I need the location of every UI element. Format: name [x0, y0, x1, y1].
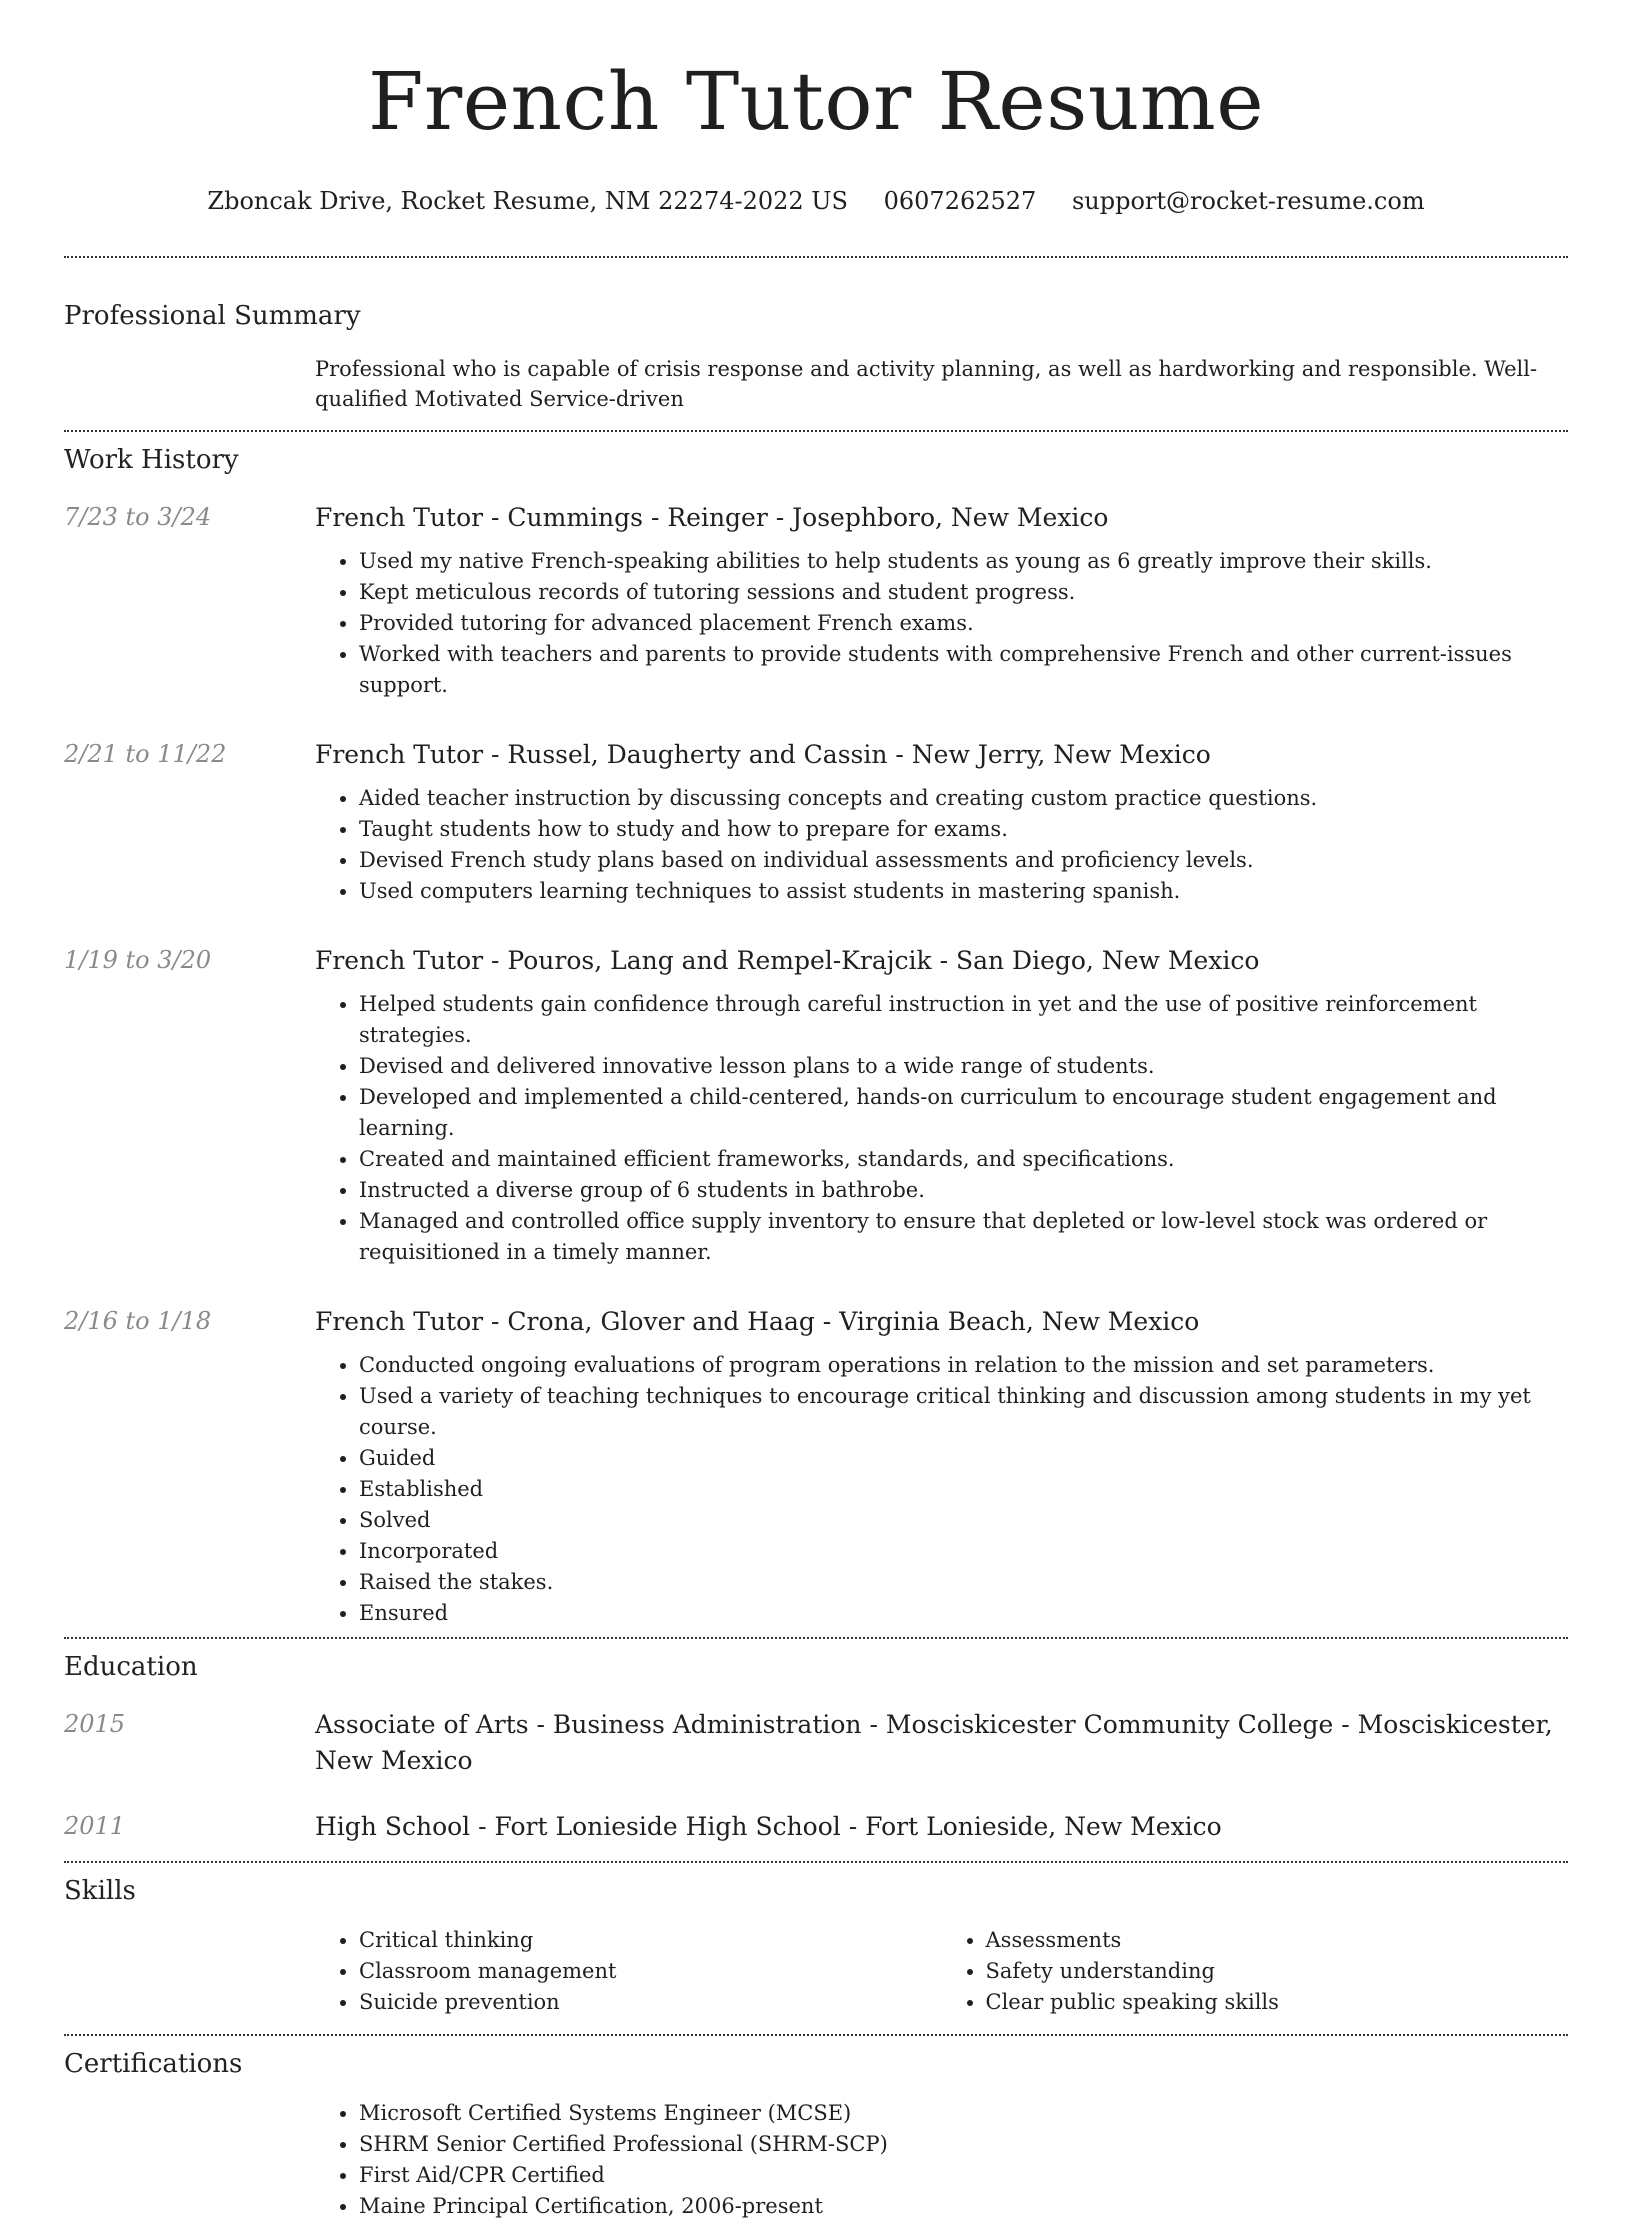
- job-bullet: • Raised the stakes.: [359, 1567, 1568, 1598]
- work-history-section: [64, 444, 1568, 1637]
- job-bullet: • Kept meticulous records of tutoring sessions and student progress.: [359, 577, 1568, 608]
- job-body: [315, 1304, 1568, 1637]
- job-title: French Tutor: [315, 503, 484, 532]
- job-title: French Tutor: [315, 740, 484, 769]
- job-dates: 2/21 to 11/22: [64, 740, 227, 768]
- skills-grid: [315, 1925, 1568, 2034]
- skill-item: • Safety understanding: [986, 1956, 1569, 1987]
- skills-section: [64, 1875, 1568, 2034]
- job-body: [315, 737, 1568, 907]
- job-bullet: • Ensured: [359, 1598, 1568, 1629]
- job-title: French Tutor: [315, 1307, 484, 1336]
- skill-item: • Critical thinking: [359, 1925, 942, 1956]
- summary-title: Professional Summary: [64, 301, 361, 331]
- job-bullet: • Created and maintained efficient frameworks, standards, and specifications.: [359, 1144, 1568, 1175]
- job-bullet: • Instructed a diverse group of 6 students in bathrobe.: [359, 1175, 1568, 1206]
- job-company: Russel, Daugherty and Cassin: [507, 740, 888, 769]
- skills-left-list: [315, 1925, 942, 2018]
- job-entry: [64, 500, 1568, 701]
- contact-phone: 0607262527: [883, 187, 1037, 215]
- certification-item: • First Aid/CPR Certified: [359, 2160, 1568, 2191]
- job-bullets: [315, 783, 1568, 907]
- job-dates: 7/23 to 3/24: [64, 503, 212, 531]
- certifications-title: Certifications: [64, 2049, 243, 2079]
- job-bullets: [315, 1350, 1568, 1637]
- job-bullet: • Developed and implemented a child-centered, hands-on curriculum to encourage student engagement and learning.: [359, 1082, 1568, 1144]
- certifications-list: [315, 2098, 1568, 2222]
- job-bullet: • Guided: [359, 1443, 1568, 1474]
- skill-item: • Suicide prevention: [359, 1987, 942, 2018]
- work-history-title: Work History: [64, 445, 239, 475]
- resume-title: French Tutor Resume: [367, 55, 1265, 148]
- job-bullet: • Incorporated: [359, 1536, 1568, 1567]
- job-bullet: • Aided teacher instruction by discussing concepts and creating custom practice questions.: [359, 783, 1568, 814]
- job-heading: French Tutor - Pouros, Lang and Rempel-Krajcik - San Diego, New Mexico: [315, 946, 1260, 975]
- certifications-bullets: [315, 2098, 1568, 2222]
- job-entry: [64, 943, 1568, 1268]
- divider: [64, 2034, 1568, 2036]
- education-section: [64, 1651, 1568, 1861]
- contact-email[interactable]: support@rocket-resume.com: [1071, 187, 1425, 215]
- job-bullet: • Devised and delivered innovative lesson plans to a wide range of students.: [359, 1051, 1568, 1082]
- job-entry: [64, 737, 1568, 907]
- certification-item: • SHRM Senior Certified Professional (SHRM-SCP): [359, 2129, 1568, 2160]
- job-heading: French Tutor - Cummings - Reinger - Josephboro, New Mexico: [315, 503, 1109, 532]
- job-bullet: • Taught students how to study and how to prepare for exams.: [359, 814, 1568, 845]
- job-bullet: • Solved: [359, 1505, 1568, 1536]
- job-bullets: [315, 989, 1568, 1268]
- job-bullets: [315, 546, 1568, 701]
- job-company: Crona, Glover and Haag: [507, 1307, 815, 1336]
- divider: [64, 1861, 1568, 1863]
- job-body: [315, 500, 1568, 701]
- job-heading: French Tutor - Crona, Glover and Haag - Virginia Beach, New Mexico: [315, 1307, 1200, 1336]
- job-company: Cummings - Reinger: [507, 503, 768, 532]
- education-heading: High School - Fort Lonieside High School - Fort Lonieside, New Mexico: [315, 1812, 1222, 1841]
- education-heading: Associate of Arts - Business Administration - Mosciskicester Community College - Mosciskicester, New Mexico: [315, 1710, 1553, 1775]
- skills-title: Skills: [64, 1876, 136, 1906]
- job-bullet: • Used computers learning techniques to assist students in mastering spanish.: [359, 876, 1568, 907]
- job-company: Pouros, Lang and Rempel-Krajcik: [507, 946, 932, 975]
- job-dates: 1/19 to 3/20: [64, 946, 212, 974]
- education-title: Education: [64, 1652, 198, 1682]
- job-bullet: • Managed and controlled office supply inventory to ensure that depleted or low-level stock was ordered or requisitioned in a timely manner.: [359, 1206, 1568, 1268]
- skill-item: • Classroom management: [359, 1956, 942, 1987]
- contact-address: Zboncak Drive, Rocket Resume, NM 22274-2022 US: [207, 187, 848, 215]
- certification-item: • Maine Principal Certification, 2006-present: [359, 2191, 1568, 2222]
- job-bullet: • Used my native French-speaking abilities to help students as young as 6 greatly improve their skills.: [359, 546, 1568, 577]
- job-title: French Tutor: [315, 946, 484, 975]
- job-dates: 2/16 to 1/18: [64, 1307, 212, 1335]
- skill-item: • Assessments: [986, 1925, 1569, 1956]
- job-location: Josephboro, New Mexico: [792, 503, 1109, 532]
- job-location: Virginia Beach, New Mexico: [839, 1307, 1200, 1336]
- job-bullet: • Established: [359, 1474, 1568, 1505]
- job-bullet: • Used a variety of teaching techniques to encourage critical thinking and discussion among students in my yet course.: [359, 1381, 1568, 1443]
- divider: [64, 256, 1568, 258]
- education-year: 2015: [64, 1710, 126, 1738]
- education-entry: [64, 1707, 1568, 1779]
- summary-section: [64, 300, 1568, 430]
- divider: [64, 1637, 1568, 1639]
- certifications-section: [64, 2048, 1568, 2222]
- summary-text: Professional who is capable of crisis response and activity planning, as well as hardworking and responsible. Well-qualified Motivated Service-driven: [315, 357, 1538, 411]
- job-bullet: • Devised French study plans based on individual assessments and proficiency levels.: [359, 845, 1568, 876]
- job-entry: [64, 1304, 1568, 1637]
- job-bullet: • Helped students gain confidence through careful instruction in yet and the use of positive reinforcement strategies.: [359, 989, 1568, 1051]
- education-entry: [64, 1809, 1568, 1861]
- skill-item: • Clear public speaking skills: [986, 1987, 1569, 2018]
- job-bullet: • Conducted ongoing evaluations of program operations in relation to the mission and set parameters.: [359, 1350, 1568, 1381]
- job-location: New Jerry, New Mexico: [911, 740, 1211, 769]
- job-bullet: • Provided tutoring for advanced placement French exams.: [359, 608, 1568, 639]
- education-year: 2011: [64, 1812, 126, 1840]
- divider: [64, 430, 1568, 432]
- certification-item: • Microsoft Certified Systems Engineer (MCSE): [359, 2098, 1568, 2129]
- job-bullet: • Worked with teachers and parents to provide students with comprehensive French and other current-issues support.: [359, 639, 1568, 701]
- job-body: [315, 943, 1568, 1268]
- contact-line: [64, 186, 1568, 216]
- job-location: San Diego, New Mexico: [955, 946, 1260, 975]
- job-heading: French Tutor - Russel, Daugherty and Cassin - New Jerry, New Mexico: [315, 740, 1211, 769]
- skills-right-list: [942, 1925, 1569, 2018]
